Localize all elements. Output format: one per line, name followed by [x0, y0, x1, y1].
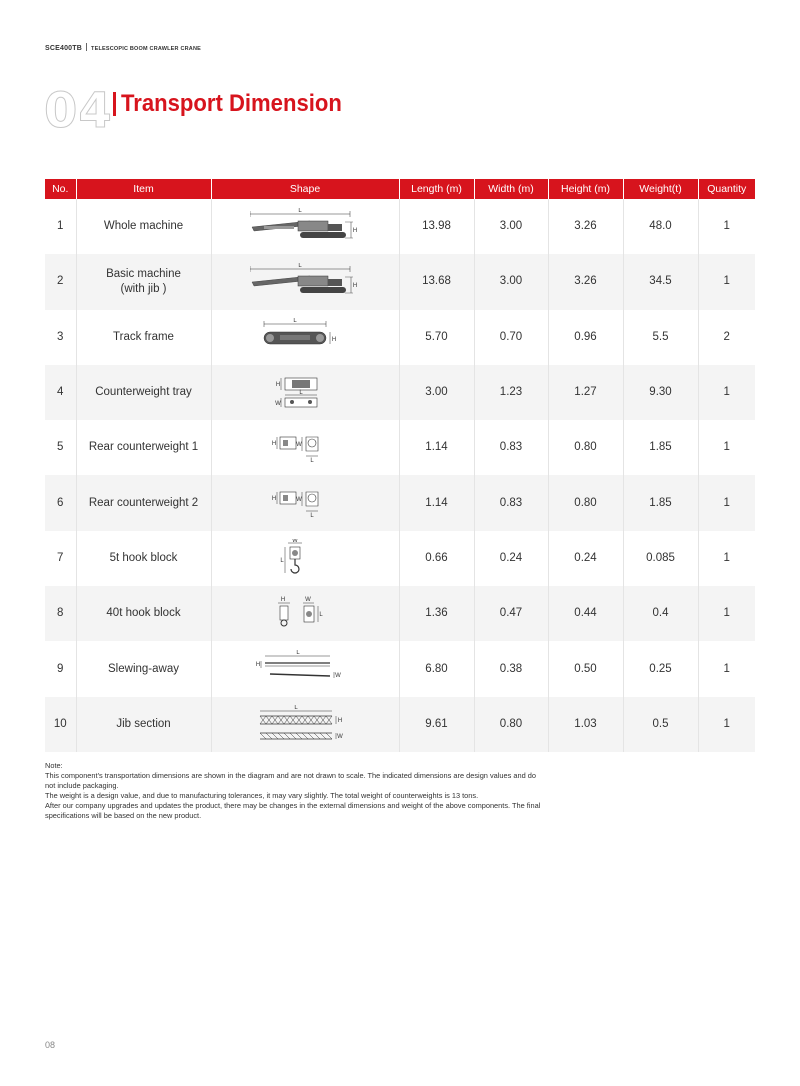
basic-machine-diagram: [250, 263, 360, 301]
table-row: [45, 641, 755, 696]
item-line: Basic machine: [106, 267, 181, 280]
cell-quantity: 1: [698, 254, 755, 309]
column-header: Length (m): [399, 179, 474, 199]
item-line: Rear counterweight 2: [88, 496, 199, 509]
dimension-label: W: [337, 734, 343, 741]
dimension-label: L: [298, 262, 302, 269]
cell-width: 0.80: [474, 697, 548, 752]
cell-width: 0.47: [474, 586, 548, 641]
dimension-label: L: [294, 705, 298, 712]
dimension-label: H: [337, 718, 343, 725]
dimension-label: L: [296, 650, 300, 657]
cell-height: 1.03: [548, 697, 623, 752]
table-header-row: [45, 179, 755, 199]
cell-length: 3.00: [399, 365, 474, 420]
dimension-label: L: [280, 558, 284, 565]
rear-counterweight-1-diagram: [250, 429, 360, 467]
cell-height: 0.96: [548, 310, 623, 365]
dimension-label: W: [335, 673, 341, 680]
section-number: 04: [44, 83, 113, 139]
dimension-label: L: [319, 611, 323, 618]
cell-item: [76, 420, 211, 475]
column-header: Item: [76, 179, 211, 199]
cell-height: 0.80: [548, 420, 623, 475]
cell-quantity: 1: [698, 697, 755, 752]
table-row: [45, 365, 755, 420]
cell-no: 4: [45, 365, 76, 420]
dimension-label: W: [296, 441, 302, 448]
dimension-label: H: [275, 381, 281, 388]
dimension-label: H: [331, 337, 337, 344]
item-line: Whole machine: [103, 220, 184, 233]
item-line: Rear counterweight 1: [88, 441, 199, 454]
item-line: Jib section: [116, 717, 171, 730]
header-subtitle: TELESCOPIC BOOM CRAWLER CRANE: [91, 46, 202, 52]
table-row: [45, 475, 755, 530]
cell-width: 0.83: [474, 475, 548, 530]
cell-item: [76, 641, 211, 696]
cell-quantity: 1: [723, 220, 730, 233]
cell-length: 1.14: [399, 420, 474, 475]
dimension-label: L: [299, 389, 303, 396]
cell-no: 9: [45, 641, 76, 696]
cell-length: 13.98: [399, 199, 474, 254]
dimension-label: W: [292, 539, 298, 545]
column-header: No.: [45, 179, 76, 199]
cell-no: 3: [45, 310, 76, 365]
hook-block-5t-diagram: [250, 539, 360, 577]
table-row: [45, 420, 755, 475]
cell-width: 0.70: [474, 310, 548, 365]
cell-item: [76, 254, 211, 309]
dimension-label: H: [271, 440, 277, 447]
cell-height: 0.50: [548, 641, 623, 696]
cell-height: 3.26: [548, 254, 623, 309]
page-number: 08: [45, 1040, 56, 1050]
cell-quantity: 1: [698, 475, 755, 530]
column-header: Width (m): [474, 179, 548, 199]
cell-weight: 0.4: [623, 586, 698, 641]
cell-weight: 1.85: [623, 420, 698, 475]
cell-width: 3.00: [474, 254, 548, 309]
item-line: 5t hook block: [109, 551, 178, 564]
cell-item: [76, 697, 211, 752]
slewing-away-diagram: [250, 650, 360, 688]
cell-length: 0.66: [399, 531, 474, 586]
dimension-label: H: [255, 662, 261, 669]
cell-shape: [211, 531, 399, 586]
cell-no: 1: [45, 199, 76, 254]
cell-item: [76, 531, 211, 586]
table-row: [45, 531, 755, 586]
cell-quantity: 2: [723, 330, 730, 343]
item-line: 40t hook block: [106, 607, 181, 620]
cell-length: 5.70: [399, 310, 474, 365]
cell-width: 1.23: [474, 365, 548, 420]
cell-shape: [211, 365, 399, 420]
rear-counterweight-2-diagram: [250, 484, 360, 522]
cell-weight: 5.5: [623, 310, 698, 365]
cell-shape: [211, 199, 399, 254]
cell-item: [76, 199, 211, 254]
dimension-label: L: [298, 207, 302, 214]
dimension-label: H: [280, 596, 286, 603]
section-title: Transport Dimension: [121, 90, 342, 117]
table-row: [45, 254, 755, 309]
cell-height: 0.24: [548, 531, 623, 586]
cell-weight: 48.0: [623, 199, 698, 254]
cell-quantity: 1: [698, 365, 755, 420]
cell-no: 10: [45, 697, 76, 752]
cell-shape: [211, 586, 399, 641]
cell-length: 1.14: [399, 475, 474, 530]
header-separator: [86, 43, 87, 51]
dimension-label: L: [310, 513, 314, 520]
cell-weight: 1.85: [623, 475, 698, 530]
cell-quantity: 1: [723, 551, 730, 564]
cell-shape: [211, 697, 399, 752]
section-title-bar: [113, 92, 116, 116]
dimension-label: W: [305, 596, 311, 603]
cell-quantity: 1: [698, 586, 755, 641]
column-header: Height (m): [548, 179, 623, 199]
dimension-label: H: [271, 496, 277, 503]
cell-no: 6: [45, 475, 76, 530]
table-row: [45, 586, 755, 641]
cell-height: 3.26: [548, 199, 623, 254]
dimension-label: H: [352, 282, 358, 289]
dimension-label: W: [296, 497, 302, 504]
cell-length: 6.80: [399, 641, 474, 696]
cell-weight: 0.25: [623, 641, 698, 696]
dimension-label: H: [352, 227, 358, 234]
column-header: Weight(t): [623, 179, 698, 199]
cell-no: 2: [45, 254, 76, 309]
cell-no: 5: [45, 420, 76, 475]
notes: [45, 761, 545, 821]
notes-heading: Note:: [45, 761, 63, 770]
crane-side-view: [250, 263, 357, 293]
cell-quantity: 1: [723, 441, 730, 454]
cell-width: 0.38: [474, 641, 548, 696]
note-line: The weight is a design value, and due to manufacturing tolerances, it may vary slightly. The total weight of counterweights is 13 tons.: [45, 791, 479, 800]
column-header: Shape: [211, 179, 399, 199]
counterweight-tray-diagram: [250, 374, 360, 412]
hook-block-40t-diagram: [250, 595, 360, 633]
cell-shape: [211, 420, 399, 475]
table-row: [45, 199, 755, 254]
cell-weight: 34.5: [623, 254, 698, 309]
cell-width: 0.24: [474, 531, 548, 586]
jib-section-diagram: [250, 705, 360, 743]
cell-height: 0.80: [548, 475, 623, 530]
running-header: [45, 43, 201, 52]
cell-height: 1.27: [548, 365, 623, 420]
column-header: Quantity: [698, 179, 755, 199]
table-row: [45, 310, 755, 365]
dimension-label: L: [310, 457, 314, 464]
cell-weight: 0.085: [623, 531, 698, 586]
cell-length: 1.36: [399, 586, 474, 641]
note-line: This component's transportation dimensions are shown in the diagram and are not drawn to scale. The indicated dimensions are design values and do not include packaging.: [45, 771, 536, 790]
item-line: (with jib ): [120, 282, 167, 295]
crane-side-view: [250, 208, 357, 238]
cell-no: 8: [45, 586, 76, 641]
cell-length: 13.68: [399, 254, 474, 309]
transport-dimension-table: [45, 179, 755, 752]
cell-shape: [211, 310, 399, 365]
dimension-label: W: [275, 400, 281, 407]
cell-item: [76, 586, 211, 641]
cell-item: [76, 310, 211, 365]
cell-shape: [211, 254, 399, 309]
item-line: Slewing-away: [108, 662, 179, 675]
cell-item: [76, 475, 211, 530]
cell-item: [76, 365, 211, 420]
cell-length: 9.61: [399, 697, 474, 752]
cell-height: 0.44: [548, 586, 623, 641]
cell-width: 3.00: [474, 199, 548, 254]
item-line: Counterweight tray: [95, 386, 192, 399]
cell-width: 0.83: [474, 420, 548, 475]
cell-no: 7: [45, 531, 76, 586]
cell-shape: [211, 475, 399, 530]
note-line: After our company upgrades and updates the product, there may be changes in the external dimensions and weight of the above components. The final specifications will be based on the new product.: [45, 801, 541, 820]
cell-quantity: 1: [723, 662, 730, 675]
cell-weight: 9.30: [623, 365, 698, 420]
header-model: SCE400TB: [45, 45, 83, 52]
dimension-label: L: [293, 318, 297, 325]
whole-machine-diagram: [250, 208, 360, 246]
cell-shape: [211, 641, 399, 696]
item-line: Track frame: [113, 330, 174, 343]
table-row: [45, 697, 755, 752]
cell-weight: 0.5: [623, 697, 698, 752]
track-frame-diagram: [250, 318, 360, 356]
